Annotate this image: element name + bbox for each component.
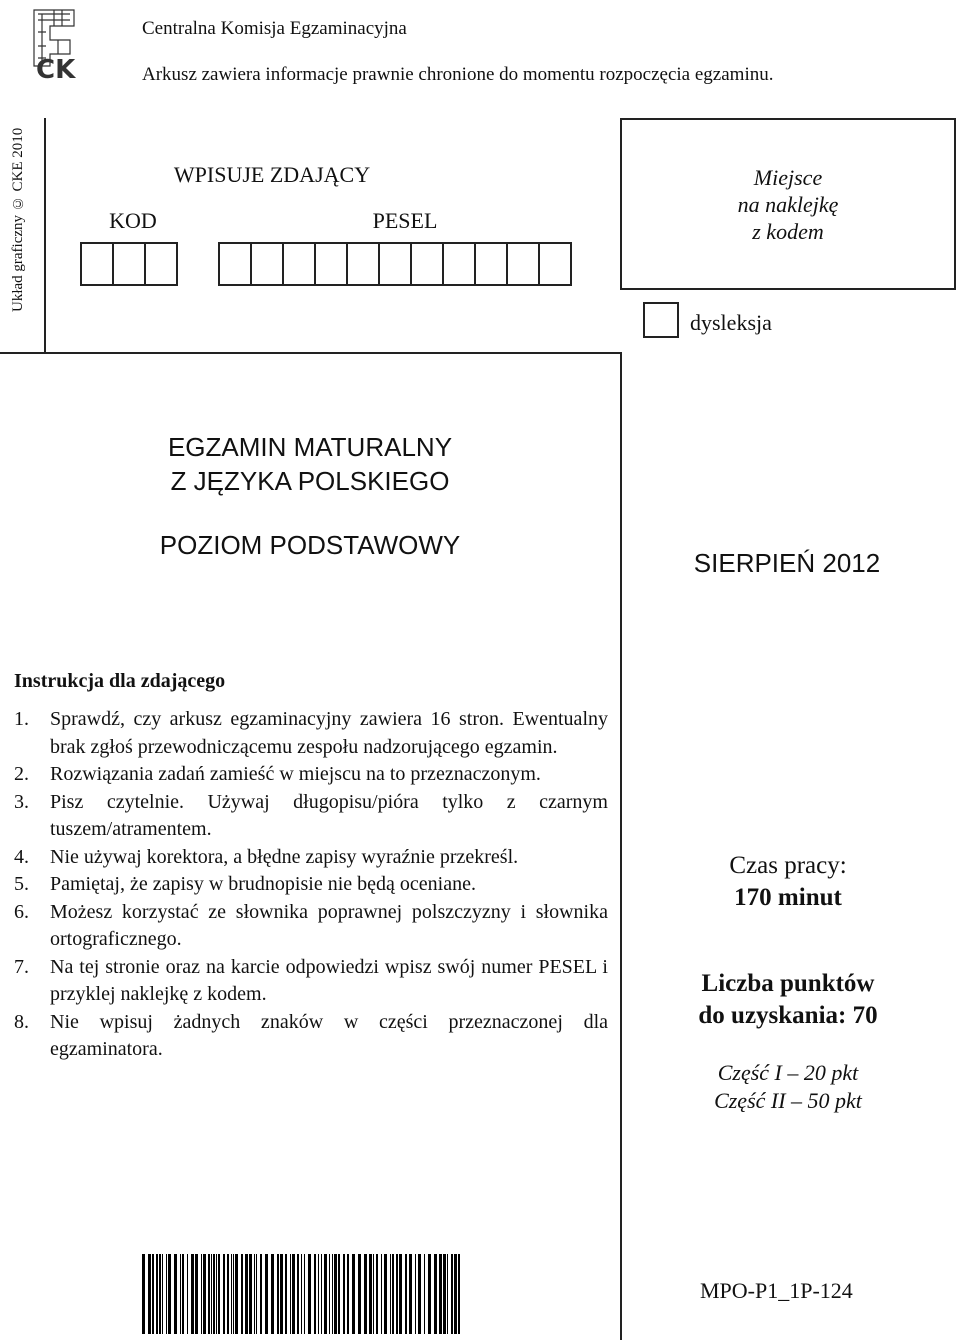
barcode-bar [405, 1254, 407, 1334]
barcode-bar [324, 1254, 327, 1334]
barcode-bar [329, 1254, 330, 1334]
sticker-line-1: Miejsce [753, 165, 823, 190]
barcode-bar [364, 1254, 367, 1334]
barcode-bar [180, 1254, 181, 1334]
barcode-bar [318, 1254, 319, 1334]
pesel-cell[interactable] [538, 242, 572, 286]
barcode-bar [314, 1254, 316, 1334]
barcode-bar [451, 1254, 453, 1334]
kod-cell[interactable] [144, 242, 178, 286]
left-divider [44, 118, 46, 354]
barcode-bar [396, 1254, 398, 1334]
barcode-bar [352, 1254, 355, 1334]
points-value: do uzyskania: 70 [698, 1002, 878, 1029]
dyslexia-checkbox[interactable] [643, 302, 679, 338]
pesel-cell[interactable] [378, 242, 412, 286]
barcode-bar [182, 1254, 184, 1334]
barcode-bar [223, 1254, 225, 1334]
barcode-bar [424, 1254, 425, 1334]
dyslexia-label: dysleksja [690, 310, 772, 335]
barcode-bar [381, 1254, 382, 1334]
barcode-bar [447, 1254, 448, 1334]
barcode-bar [409, 1254, 412, 1334]
pesel-cell[interactable] [218, 242, 252, 286]
barcode-bar [227, 1254, 229, 1334]
kod-cell[interactable] [80, 242, 114, 286]
barcode-bar [443, 1254, 446, 1334]
barcode-bar [434, 1254, 437, 1334]
barcode-bar [297, 1254, 299, 1334]
barcode-bar [390, 1254, 391, 1334]
kod-cell[interactable] [112, 242, 146, 286]
sticker-line-2: na naklejkę [737, 192, 839, 217]
barcode-bar [249, 1254, 252, 1334]
barcode-bar [235, 1254, 238, 1334]
barcode-bar [439, 1254, 442, 1334]
barcode-bar [174, 1254, 177, 1334]
barcode-bar [277, 1254, 279, 1334]
barcode-bar [159, 1254, 161, 1334]
barcode-bar [415, 1254, 416, 1334]
instruction-item: 1. Sprawdź, czy arkusz egzaminacyjny zawiera 16 stron. Ewentualny brak zgłoś przewodniczącemu zespołu nadzorującego egzamin. [14, 708, 608, 758]
pesel-cell[interactable] [282, 242, 316, 286]
barcode-bar [308, 1254, 311, 1334]
part-1: Część I – 20 pkt [717, 1060, 859, 1085]
right-column-divider [620, 352, 622, 1340]
kod-cells[interactable] [80, 242, 176, 286]
exam-title-2: Z JĘZYKA POLSKIEGO [170, 466, 450, 496]
pesel-cell[interactable] [314, 242, 348, 286]
pesel-cells[interactable] [218, 242, 570, 286]
barcode-bar [285, 1254, 287, 1334]
barcode-bar [203, 1254, 206, 1334]
barcode-bar [454, 1254, 457, 1334]
barcode-bar [201, 1254, 202, 1334]
barcode-bar [399, 1254, 402, 1334]
barcode-bar [428, 1254, 431, 1334]
barcode-bar [256, 1254, 257, 1334]
sheet-code: MPO-P1_1P-124 [700, 1278, 853, 1303]
barcode-bar [216, 1254, 217, 1334]
barcode-bar [142, 1254, 145, 1334]
svg-text:CK: CK [36, 55, 76, 82]
barcode-bar [152, 1254, 154, 1334]
barcode-bar [254, 1254, 255, 1334]
pesel-cell[interactable] [250, 242, 284, 286]
barcode-bar [191, 1254, 194, 1334]
barcode-bar [304, 1254, 305, 1334]
barcode-bar [208, 1254, 210, 1334]
exam-date: SIERPIEŃ 2012 [693, 548, 881, 578]
header-org: Centralna Komisja Egzaminacyjna [142, 18, 407, 39]
instruction-item: 5. Pamiętaj, że zapisy w brudnopisie nie będą oceniane. [14, 873, 476, 895]
sticker-text [620, 164, 956, 245]
barcode-bar [458, 1254, 460, 1334]
barcode-bar [292, 1254, 295, 1334]
sticker-line-3: z kodem [752, 219, 824, 244]
barcode-bar [260, 1254, 262, 1334]
barcode-bar [369, 1254, 372, 1334]
instruction-item: 4. Nie używaj korektora, a błędne zapisy wyraźnie przekreśl. [14, 845, 519, 868]
barcode-bar [280, 1254, 283, 1334]
barcode-bar [166, 1254, 167, 1334]
pesel-cell[interactable] [442, 242, 476, 286]
instruction-item: 6. Możesz korzystać ze słownika poprawnej polszczyzny i słownika ortograficznego. [14, 900, 608, 950]
barcode-bar [418, 1254, 421, 1334]
header-notice: Arkusz zawiera informacje prawnie chronione do momentu rozpoczęcia egzaminu. [142, 64, 774, 85]
barcode-bar [301, 1254, 302, 1334]
pesel-cell[interactable] [474, 242, 508, 286]
barcode-bar [338, 1254, 340, 1334]
barcode-bar [376, 1254, 378, 1334]
cke-logo-icon [30, 6, 86, 82]
barcode-bar [373, 1254, 374, 1334]
barcode-bar [168, 1254, 171, 1334]
form-bottom-line [0, 352, 620, 354]
section-label: WPISUJE ZDAJĄCY [173, 162, 371, 187]
instruction-item: 7. Na tej stronie oraz na karcie odpowiedzi wpisz swój numer PESEL i przyklej naklejkę z kodem. [14, 955, 608, 1005]
barcode-bar [211, 1254, 212, 1334]
pesel-cell[interactable] [410, 242, 444, 286]
instruction-item: 3. Pisz czytelnie. Używaj długopisu/pióra tylko z czarnym tuszem/atramentem. [14, 790, 608, 840]
part-2: Część II – 50 pkt [714, 1088, 862, 1113]
barcode-bar [290, 1254, 291, 1334]
barcode-bar [392, 1254, 394, 1334]
points-label: Liczba punktów [701, 970, 875, 997]
barcode-bar [241, 1254, 243, 1334]
instruction-item: 8. Nie wpisuj żadnych znaków w części przeznaczonej dla egzaminatora. [14, 1010, 608, 1060]
barcode-bar [265, 1254, 268, 1334]
barcode-bar [187, 1254, 188, 1334]
barcode-bar [156, 1254, 158, 1334]
barcode-bar [213, 1254, 215, 1334]
barcode-bar [231, 1254, 232, 1334]
barcode-bar [334, 1254, 337, 1334]
instructions-heading: Instrukcja dla zdającego [14, 670, 226, 692]
instruction-item: 2. Rozwiązania zadań zamieść w miejscu na to przeznaczonym. [14, 763, 541, 785]
barcode-bar [347, 1254, 349, 1334]
barcode-bar [233, 1254, 234, 1334]
barcode-bar [271, 1254, 274, 1334]
kod-label: KOD [109, 208, 157, 233]
pesel-cell[interactable] [506, 242, 540, 286]
time-value: 170 minut [734, 884, 842, 911]
barcode-icon [142, 1254, 464, 1334]
barcode-bar [384, 1254, 387, 1334]
pesel-label: PESEL [372, 208, 438, 233]
instructions-list [14, 706, 608, 1064]
pesel-cell[interactable] [346, 242, 380, 286]
barcode-bar [321, 1254, 322, 1334]
barcode-bar [245, 1254, 248, 1334]
barcode-bar [218, 1254, 220, 1334]
exam-level: POZIOM PODSTAWOWY [159, 530, 461, 560]
barcode-bar [195, 1254, 198, 1334]
exam-title-1: EGZAMIN MATURALNY [167, 432, 453, 462]
vertical-copyright: Układ graficzny © CKE 2010 [10, 127, 26, 313]
barcode-bar [358, 1254, 361, 1334]
barcode-bar [148, 1254, 151, 1334]
barcode-bar [162, 1254, 163, 1334]
barcode-bar [343, 1254, 345, 1334]
time-label: Czas pracy: [729, 852, 847, 879]
barcode-bar [332, 1254, 333, 1334]
